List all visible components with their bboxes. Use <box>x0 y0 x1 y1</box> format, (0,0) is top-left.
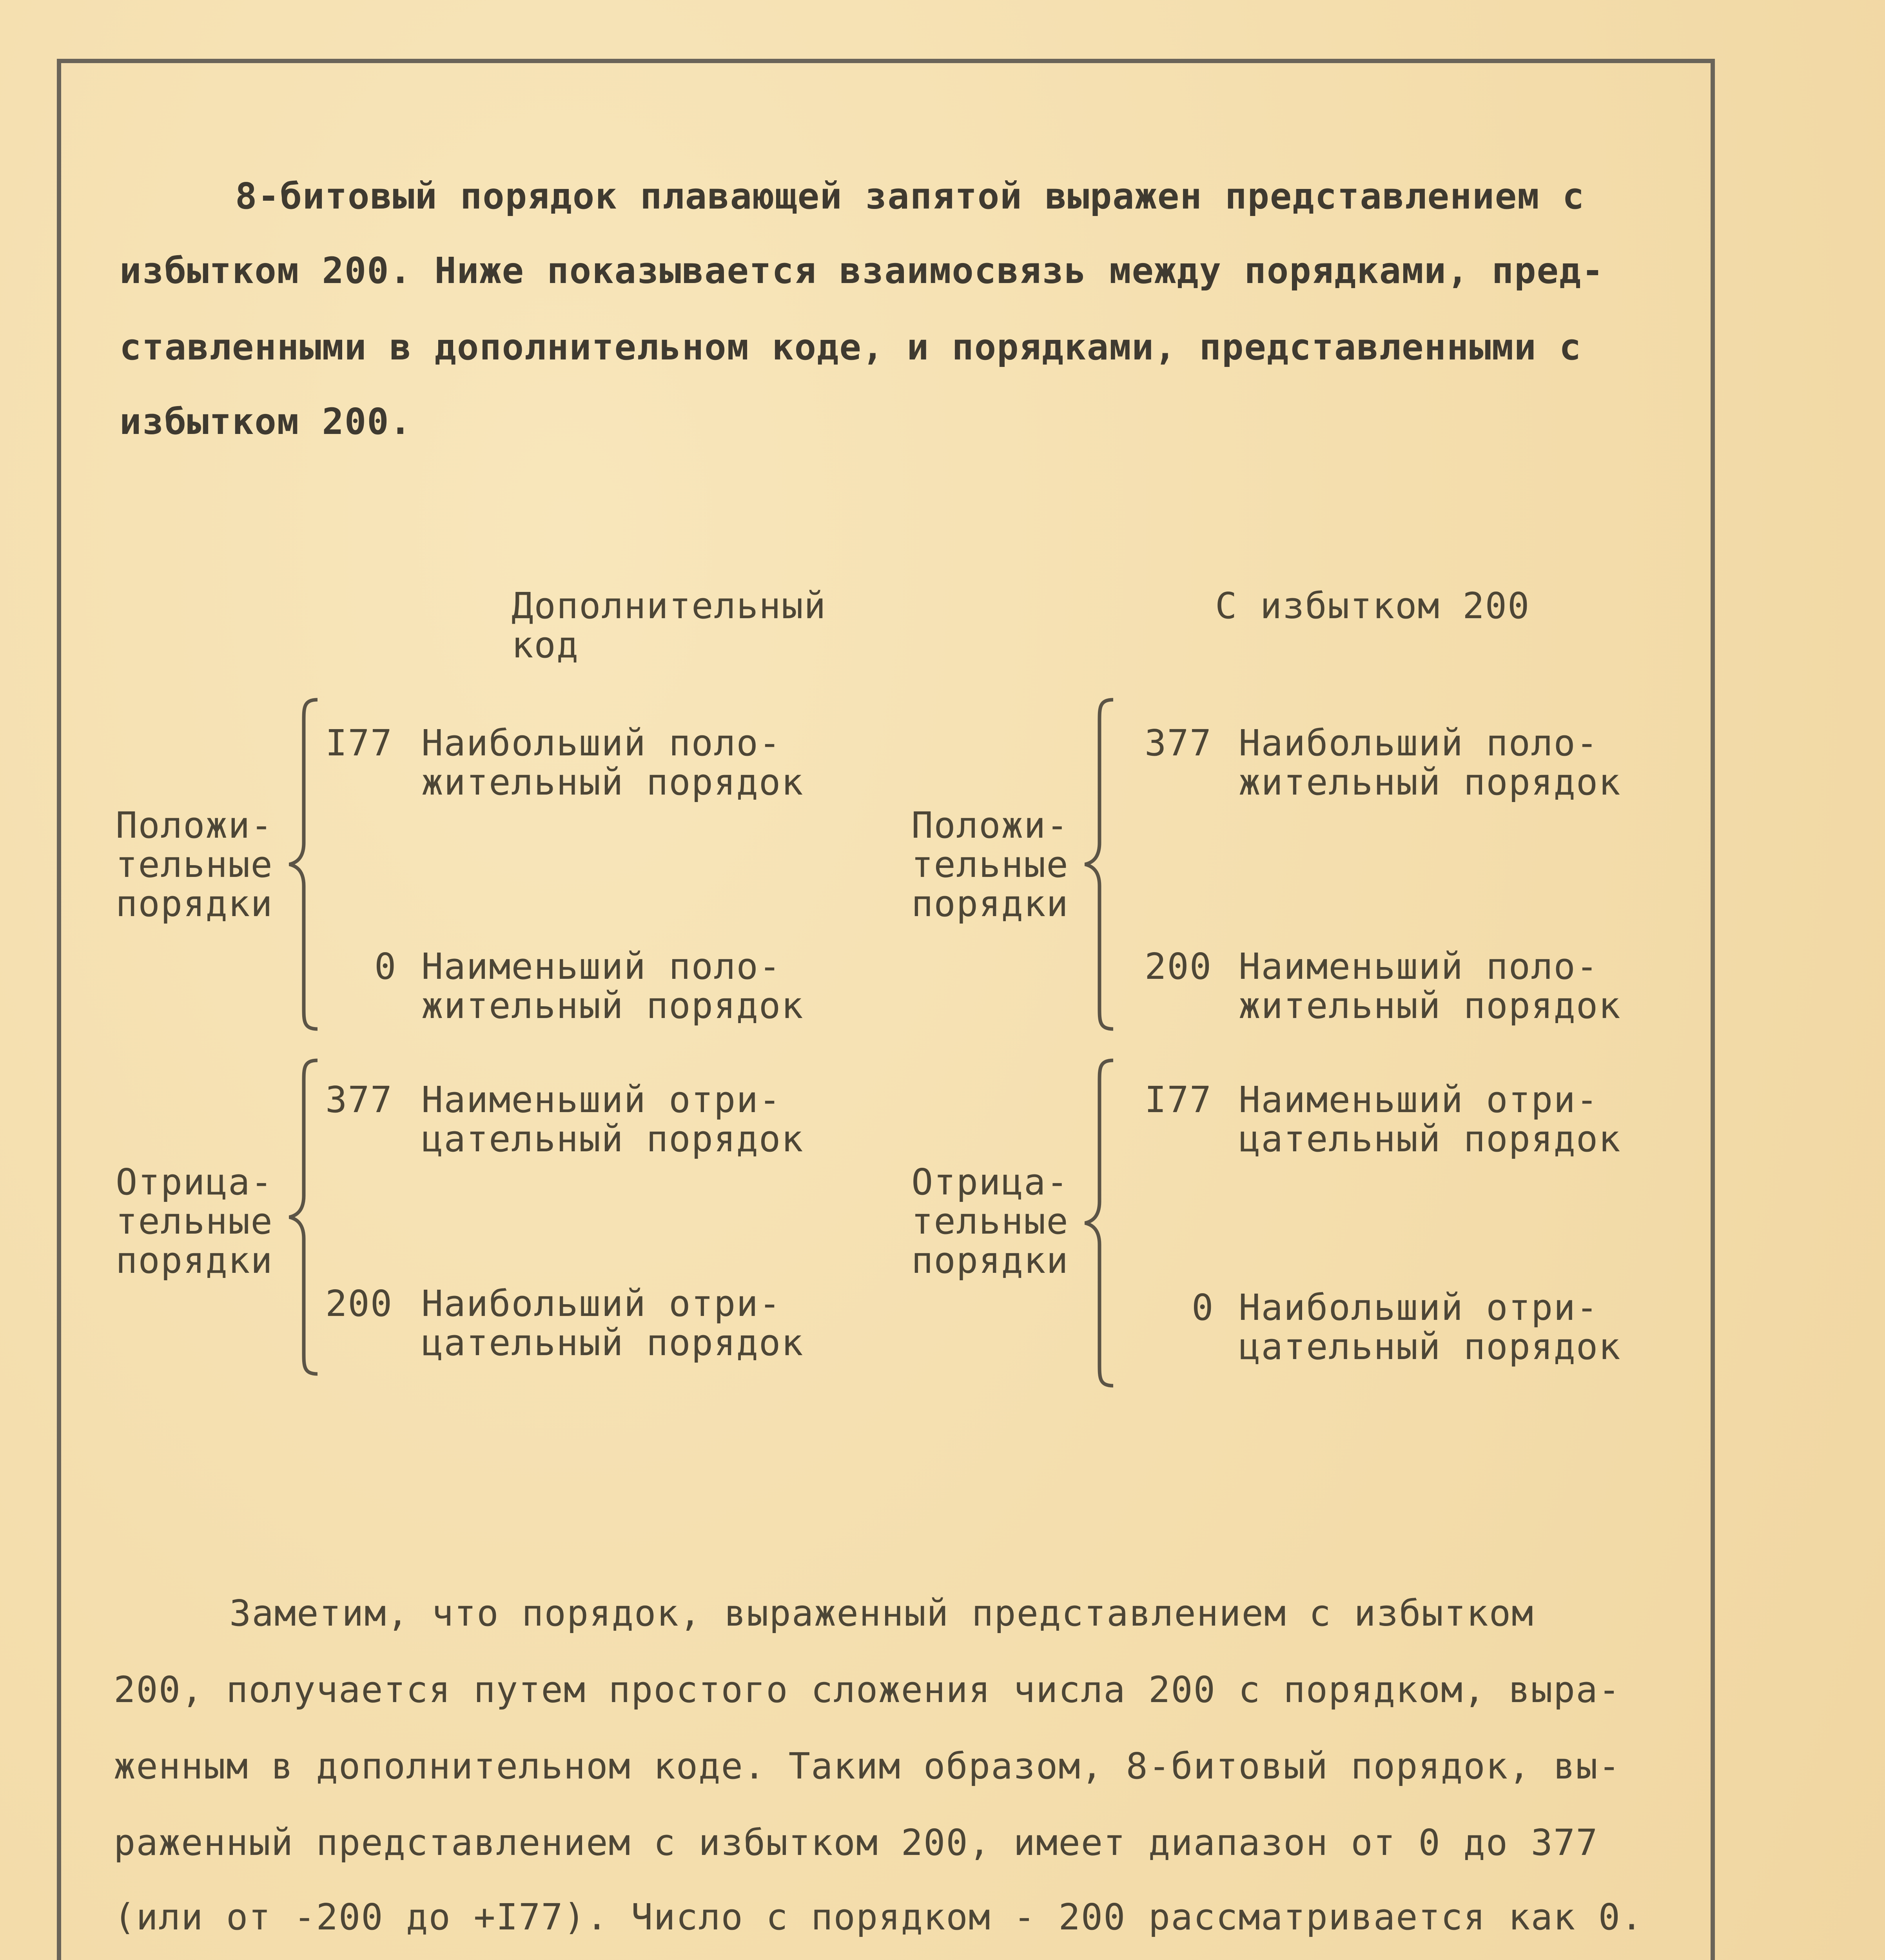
left-header-line-1: Дополнительный <box>512 585 827 627</box>
right-pos-bottom-desc-1: Наименьший поло- <box>1239 946 1599 987</box>
left-pos-bottom-desc-2: жительный порядок <box>421 985 804 1027</box>
left-neg-top-desc-2: цательный порядок <box>421 1118 804 1160</box>
right-negative-label-3: порядки <box>911 1240 1069 1281</box>
right-pos-top-desc-1: Наибольший поло- <box>1239 722 1599 764</box>
right-pos-bottom-desc-2: жительный порядок <box>1239 985 1621 1027</box>
body-line-3: женным в дополнительном коде. Таким образом, 8-битовый порядок, вы- <box>114 1745 1621 1787</box>
body-line-1: Заметим, что порядок, выраженный представлением с избытком <box>229 1592 1534 1634</box>
left-pos-top-desc-1: Наибольший поло- <box>421 722 782 764</box>
right-pos-top-desc-2: жительный порядок <box>1239 761 1621 803</box>
left-negative-label-2: тельные <box>116 1200 273 1242</box>
right-neg-top-desc-1: Наименьший отри- <box>1239 1079 1599 1121</box>
right-positive-label-1: Положи- <box>911 804 1069 846</box>
right-positive-label-2: тельные <box>911 844 1069 886</box>
left-negative-label-1: Отрица- <box>116 1161 273 1203</box>
intro-line-1: 8-битовый порядок плавающей запятой выражен представлением с <box>235 175 1585 217</box>
body-line-2: 200, получается путем простого сложения числа 200 с порядком, выра- <box>114 1669 1621 1711</box>
left-pos-top-value: I77 <box>325 722 393 764</box>
right-positive-label-3: порядки <box>911 883 1069 925</box>
right-neg-bottom-desc-1: Наибольший отри- <box>1239 1287 1599 1328</box>
left-neg-bottom-desc-1: Наибольший отри- <box>421 1283 782 1325</box>
left-header-line-2: код <box>512 624 579 666</box>
left-neg-top-desc-1: Наименьший отри- <box>421 1079 782 1121</box>
left-pos-bottom-value: 0 <box>374 946 397 987</box>
right-neg-top-value: I77 <box>1145 1079 1212 1121</box>
left-positive-label-3: порядки <box>116 883 273 925</box>
right-neg-top-desc-2: цательный порядок <box>1239 1118 1621 1160</box>
left-positive-label-2: тельные <box>116 844 273 886</box>
left-negative-label-3: порядки <box>116 1240 273 1281</box>
right-negative-label-1: Отрица- <box>911 1161 1069 1203</box>
right-negative-brace <box>1082 1058 1117 1388</box>
left-positive-label-1: Положи- <box>116 804 273 846</box>
left-neg-bottom-value: 200 <box>325 1283 393 1325</box>
right-pos-top-value: 377 <box>1145 722 1212 764</box>
left-negative-brace <box>286 1058 321 1376</box>
body-line-5: (или от -200 до +I77). Число с порядком - 200 рассматривается как 0. <box>114 1896 1644 1938</box>
intro-line-4: избытком 200. <box>120 401 412 443</box>
left-pos-top-desc-2: жительный порядок <box>421 761 804 803</box>
right-positive-brace <box>1082 698 1117 1031</box>
right-neg-bottom-desc-2: цательный порядок <box>1239 1326 1621 1368</box>
right-header: С избытком 200 <box>1215 585 1530 627</box>
left-neg-bottom-desc-2: цательный порядок <box>421 1322 804 1364</box>
left-neg-top-value: 377 <box>325 1079 393 1121</box>
right-neg-bottom-value: 0 <box>1192 1287 1214 1328</box>
right-pos-bottom-value: 200 <box>1145 946 1212 987</box>
body-line-4: раженный представлением с избытком 200, имеет диапазон от 0 до 377 <box>114 1822 1598 1864</box>
intro-line-3: ставленными в дополнительном коде, и порядками, представленными с <box>120 326 1582 368</box>
left-positive-brace <box>286 698 321 1031</box>
left-pos-bottom-desc-1: Наименьший поло- <box>421 946 782 987</box>
right-negative-label-2: тельные <box>911 1200 1069 1242</box>
intro-line-2: избытком 200. Ниже показывается взаимосвязь между порядками, пред- <box>120 250 1604 292</box>
